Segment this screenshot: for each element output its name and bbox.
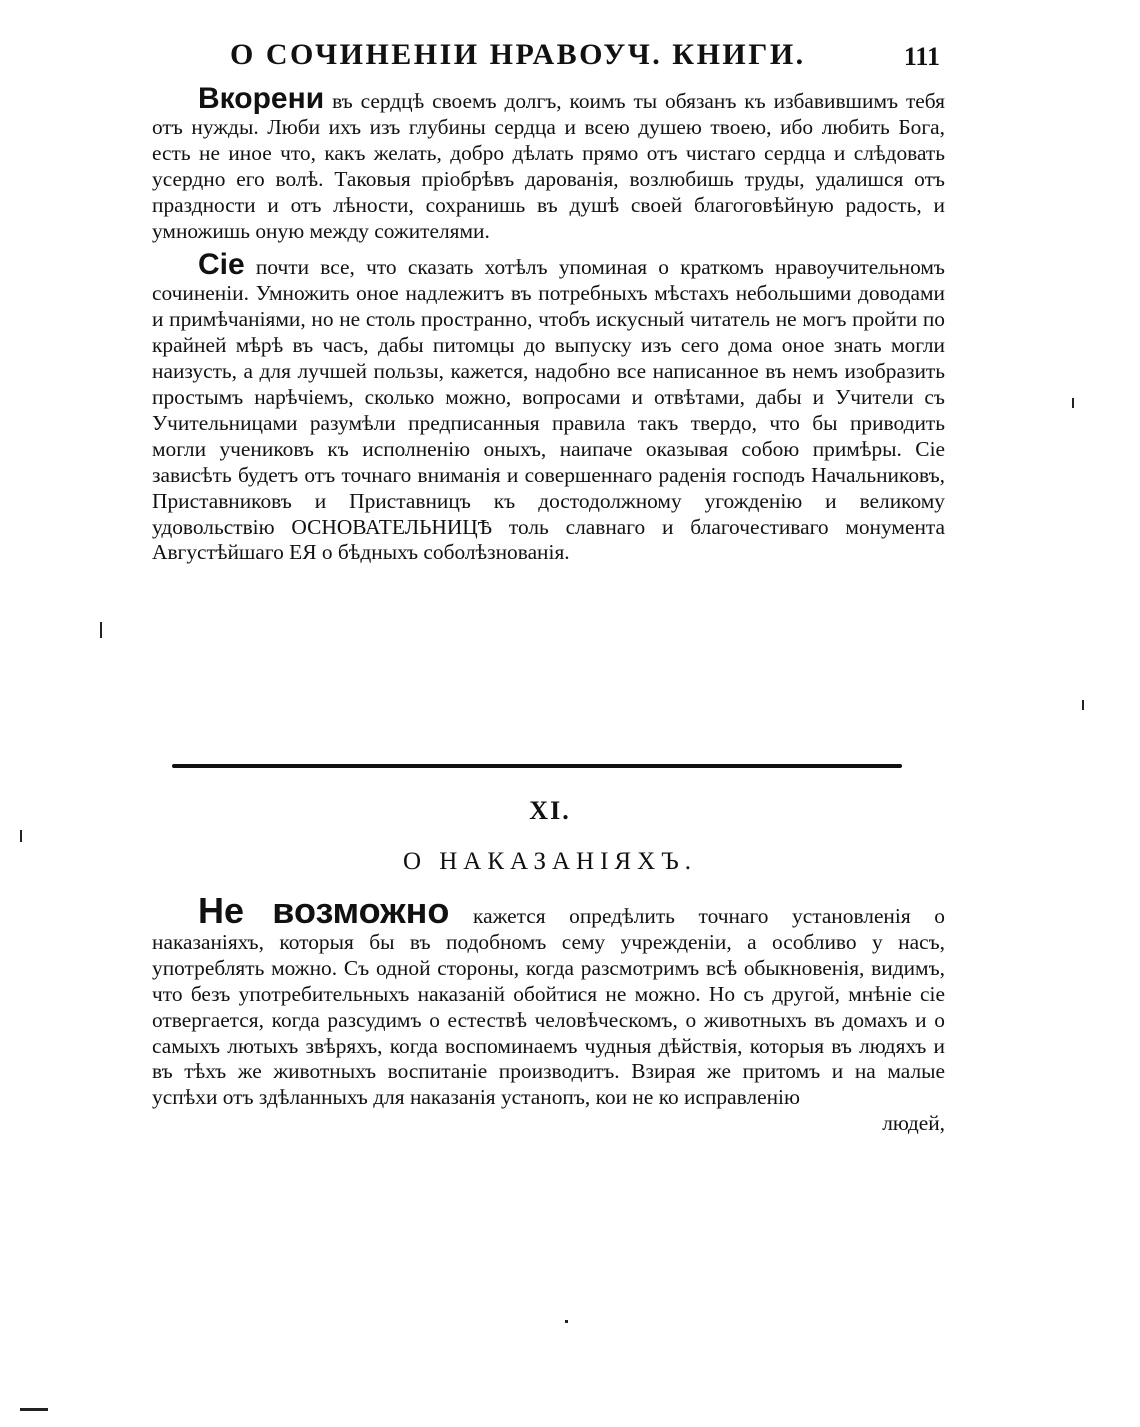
- section-top: [152, 82, 945, 566]
- scan-speck: [565, 1320, 568, 1323]
- section-bottom: [152, 890, 945, 1137]
- chapter-title: О НАКАЗАНІЯХЪ.: [402, 848, 698, 875]
- paragraph: [152, 890, 945, 1111]
- running-title: О СОЧИНЕНІИ НРАВОУЧ. КНИГИ.: [230, 38, 806, 71]
- scan-speck: [1072, 398, 1074, 408]
- scan-speck: [20, 830, 22, 842]
- paragraph: [152, 248, 945, 566]
- section-divider-rule: [172, 764, 902, 768]
- paragraph-text: въ сердцѣ своемъ долгъ, коимъ ты обязанъ къ избавившимъ тебя отъ нужды. Люби ихъ изъ глубины сердца и всею душею твоею, ибо любить Бога, есть не иное что, какъ желать, добро дѣлать прямо отъ чистаго сердца и слѣдовать усердно его волѣ. Таковыя пріобрѣвъ дарованія, возлюбишь труды, удалишся отъ праздности и отъ лѣности, сохранишь въ душѣ своей благоговѣйную радость, и умножишь оную между сожителями.: [152, 89, 945, 243]
- paragraph-lead-word: Сіе: [198, 248, 245, 282]
- scan-speck: [100, 622, 102, 638]
- paragraph-lead-word: Не возможно: [198, 890, 450, 931]
- catchword: людей,: [882, 1111, 945, 1136]
- scan-speck: [1082, 700, 1084, 710]
- paragraph-text: почти все, что сказать хотѣлъ упоминая о краткомъ нравоучительномъ сочиненіи. Умножить оное надлежитъ въ потребныхъ мѣстахъ небольшими доводами и примѣчаніями, но не столь пространно, чтобъ искусный читатель не могъ пройти по крайней мѣрѣ въ часъ, дабы питомцы до выпуску изъ сего дома оное знать могли наизусть, а для лучшей пользы, кажется, надобно все написанное въ немъ изобразить простымъ нарѣчіемъ, сколько можно, вопросами и отвѣтами, дабы и Учители съ Учительницами разумѣли предписанныя правила такъ твердо, что бы приводить могли учениковъ къ исполненію оныхъ, наипаче оказывая собою примѣры. Сіе зависѣть будетъ отъ точнаго вниманія и совершеннаго раденія господъ Начальниковъ, Приставниковъ и Приставницъ къ достодолжному угожденію и великому удовольствію ОСНОВАТЕЛЬНИЦѢ толь славнаго и благочестиваго монумента Августѣйшаго ЕЯ о бѣдныхъ соболѣзнованія.: [152, 255, 945, 565]
- running-head: [230, 38, 940, 78]
- scan-margin-mark: [20, 1408, 48, 1411]
- page-number: 111: [903, 42, 940, 71]
- paragraph-lead-word: Вкорени: [198, 82, 325, 115]
- paragraph-text: кажется опредѣлить точнаго установленія о наказаніяхъ, которыя бы въ подобномъ сему учрежденіи, а особливо у насъ, употреблять можно. Съ одной стороны, когда разсмотримъ всѣ обыкновенія, видимъ, что безъ употребительныхъ наказаній обойтися не можно. Но съ другой, мнѣніе сіе отвергается, когда разсудимъ о естествѣ человѣческомъ, о животныхъ въ домахъ и о самыхъ лютыхъ звѣряхъ, когда воспоминаемъ чудныя дѣйствія, которыя въ людяхъ и въ тѣхъ же животныхъ воспитаніе производитъ. Взирая же притомъ и на малые успѣхи отъ здѣланныхъ для наказанія устанопъ, кои не ко исправленію: [152, 904, 945, 1110]
- paragraph: [152, 82, 945, 244]
- chapter-number: XI.: [529, 796, 571, 825]
